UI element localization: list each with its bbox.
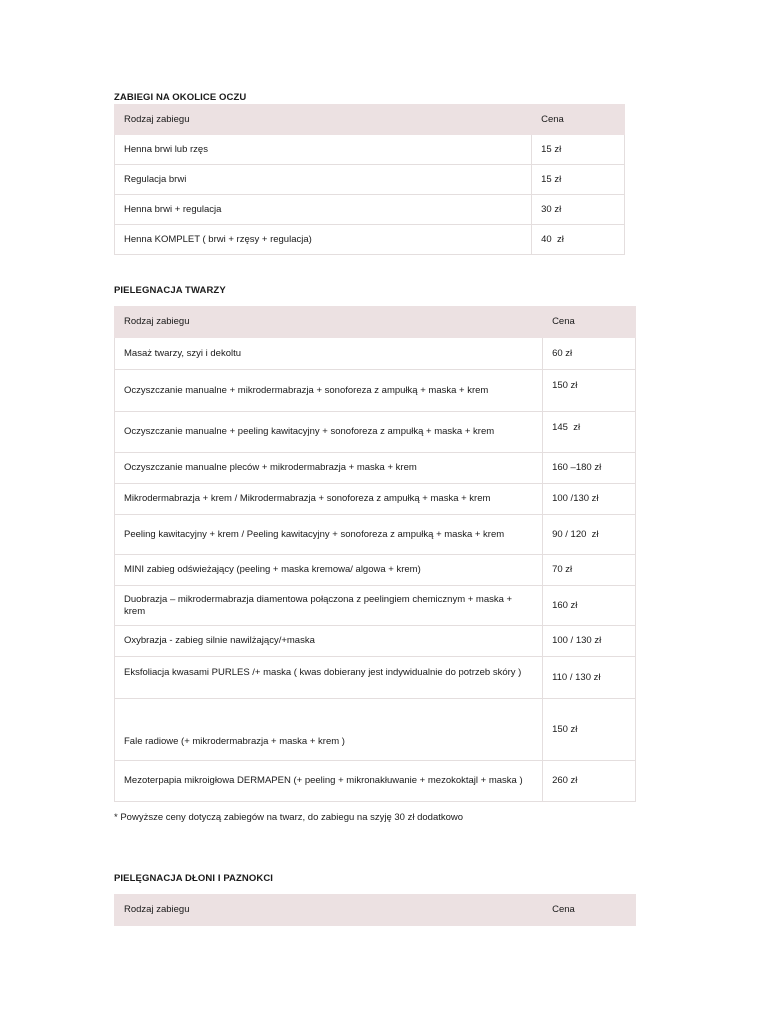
treatment-price: 30 zł [532, 195, 625, 225]
table-row [115, 515, 636, 555]
table-header-row [115, 895, 636, 926]
treatment-price: 160 –180 zł [543, 453, 636, 484]
table-row [115, 370, 636, 412]
column-header-price: Cena [532, 105, 625, 135]
price-table-face [114, 306, 636, 802]
table-row [115, 225, 625, 255]
section-title-eyes: ZABIEGI NA OKOLICE OCZU [114, 92, 247, 103]
treatment-name: Eksfoliacja kwasami PURLES /+ maska ( kwas dobierany jest indywidualnie do potrzeb skóry ) [115, 657, 543, 699]
table-row [115, 135, 625, 165]
treatment-price: 90 / 120 zł [543, 515, 636, 555]
treatment-name: Peeling kawitacyjny + krem / Peeling kawitacyjny + sonoforeza z ampułką + maska + krem [115, 515, 543, 555]
column-header-price: Cena [543, 307, 636, 338]
treatment-price: 60 zł [543, 338, 636, 370]
treatment-name: Duobrazja – mikrodermabrazja diamentowa połączona z peelingiem chemicznym + maska + krem [115, 586, 543, 626]
table-row [115, 195, 625, 225]
table-row [115, 165, 625, 195]
treatment-name: Masaż twarzy, szyi i dekoltu [115, 338, 543, 370]
treatment-price: 150 zł [543, 699, 636, 761]
table-row [115, 761, 636, 802]
treatment-name: Oczyszczanie manualne pleców + mikrodermabrazja + maska + krem [115, 453, 543, 484]
treatment-name: Henna KOMPLET ( brwi + rzęsy + regulacja) [115, 225, 532, 255]
treatment-price: 145 zł [543, 412, 636, 453]
treatment-name: MINI zabieg odświeżający (peeling + maska kremowa/ algowa + krem) [115, 555, 543, 586]
treatment-price: 100 /130 zł [543, 484, 636, 515]
column-header-name: Rodzaj zabiegu [115, 307, 543, 338]
treatment-price: 15 zł [532, 165, 625, 195]
treatment-name: Regulacja brwi [115, 165, 532, 195]
table-row [115, 586, 636, 626]
treatment-name: Oczyszczanie manualne + peeling kawitacyjny + sonoforeza z ampułką + maska + krem [115, 412, 543, 453]
treatment-name: Mezoterpapia mikroigłowa DERMAPEN (+ peeling + mikronakłuwanie + mezokoktajl + maska ) [115, 761, 543, 802]
section-title-hands: PIELĘGNACJA DŁONI I PAZNOKCI [114, 873, 274, 884]
treatment-name: Henna brwi + regulacja [115, 195, 532, 225]
treatment-price: 150 zł [543, 370, 636, 412]
table-row [115, 453, 636, 484]
table-row [115, 657, 636, 699]
treatment-name: Mikrodermabrazja + krem / Mikrodermabrazja + sonoforeza z ampułką + maska + krem [115, 484, 543, 515]
price-footnote: * Powyższe ceny dotyczą zabiegów na twarz, do zabiegu na szyję 30 zł dodatkowo [114, 812, 464, 823]
treatment-price: 160 zł [543, 586, 636, 626]
price-table-hands [114, 894, 636, 926]
column-header-name: Rodzaj zabiegu [115, 105, 532, 135]
price-table-eyes [114, 104, 625, 255]
treatment-price: 100 / 130 zł [543, 626, 636, 657]
treatment-name: Fale radiowe (+ mikrodermabrazja + maska + krem ) [115, 699, 543, 761]
treatment-name: Henna brwi lub rzęs [115, 135, 532, 165]
table-row [115, 338, 636, 370]
treatment-name: Oxybrazja - zabieg silnie nawilżający/+maska [115, 626, 543, 657]
table-header-row [115, 105, 625, 135]
treatment-price: 15 zł [532, 135, 625, 165]
treatment-price: 110 / 130 zł [543, 657, 636, 699]
table-row [115, 626, 636, 657]
section-title-face: PIELEGNACJA TWARZY [114, 285, 226, 296]
table-row [115, 699, 636, 761]
treatment-price: 260 zł [543, 761, 636, 802]
table-row [115, 484, 636, 515]
column-header-price: Cena [543, 895, 636, 926]
table-header-row [115, 307, 636, 338]
treatment-name: Oczyszczanie manualne + mikrodermabrazja + sonoforeza z ampułką + maska + krem [115, 370, 543, 412]
table-row [115, 412, 636, 453]
treatment-price: 70 zł [543, 555, 636, 586]
column-header-name: Rodzaj zabiegu [115, 895, 543, 926]
treatment-price: 40 zł [532, 225, 625, 255]
table-row [115, 555, 636, 586]
